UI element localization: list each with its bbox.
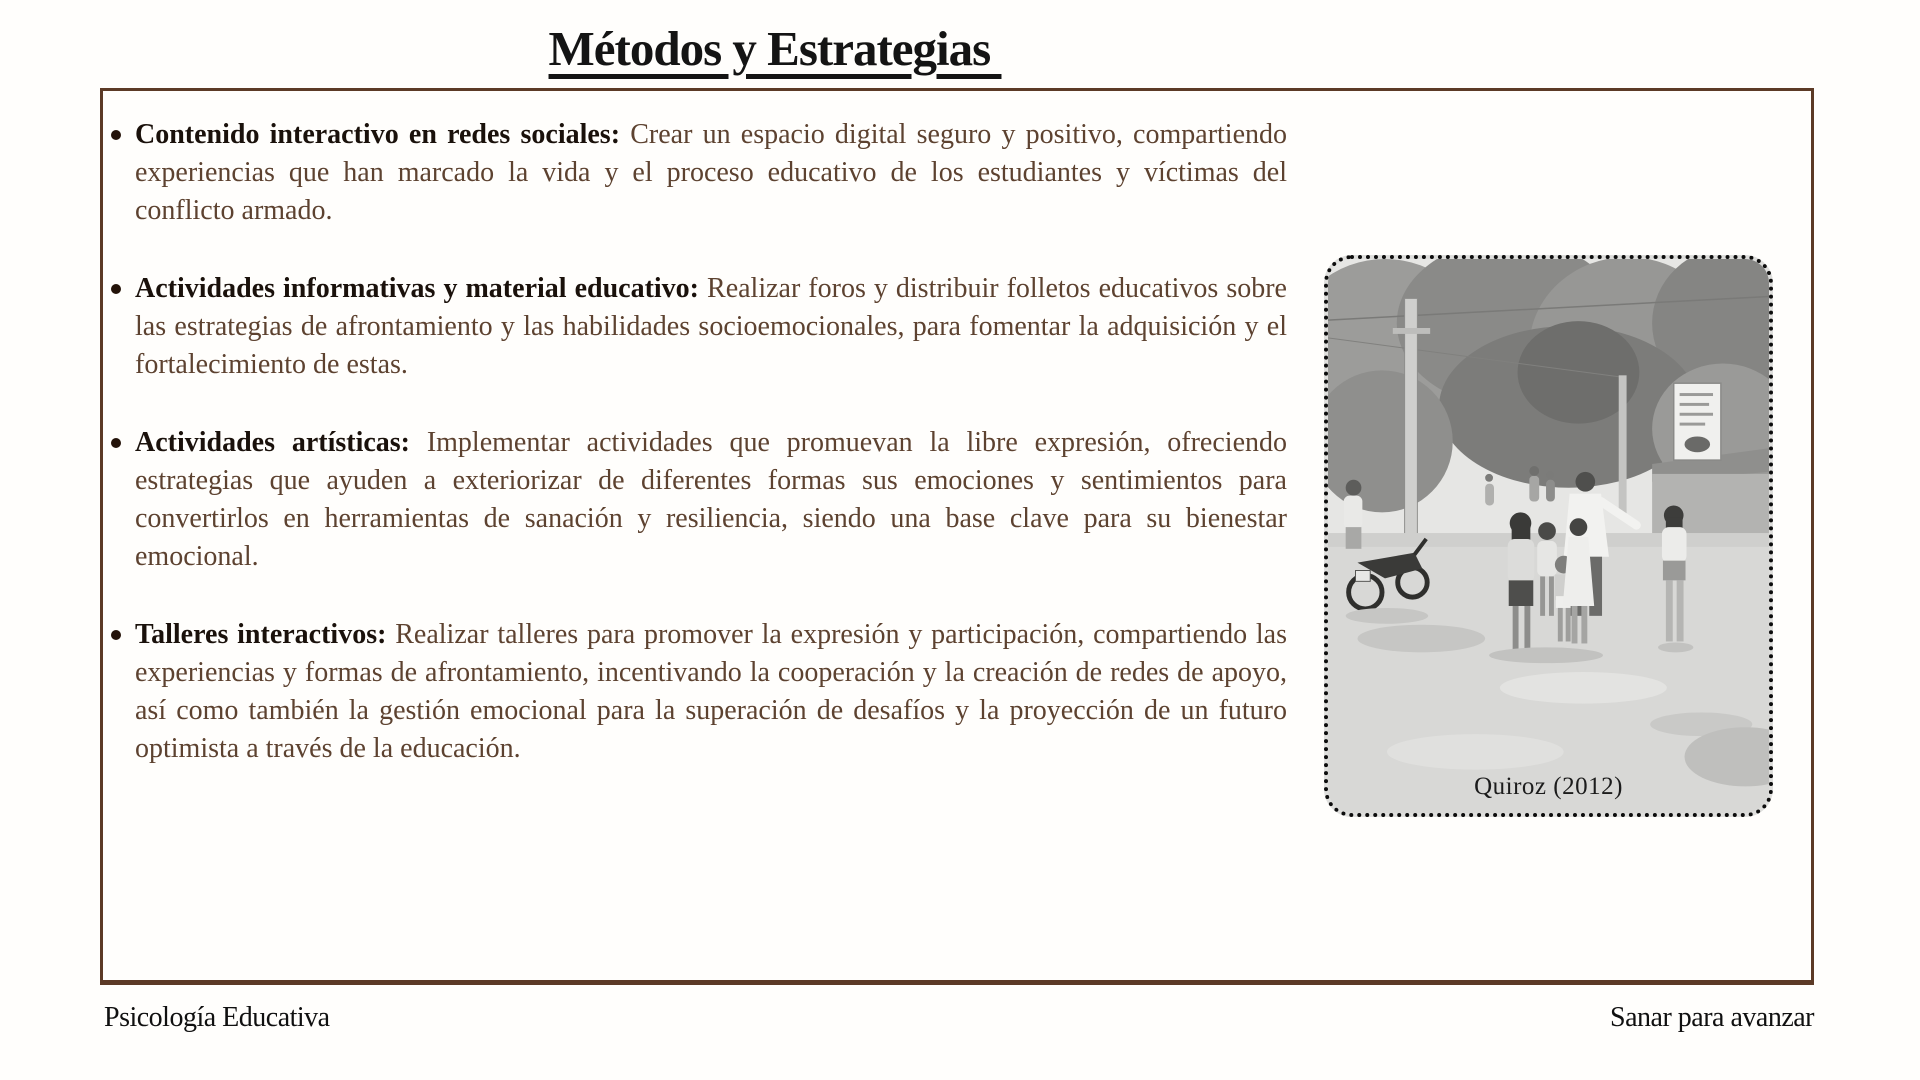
bullet-dot-icon — [111, 438, 121, 448]
photo-frame — [1324, 255, 1773, 817]
bullet-dot-icon — [111, 284, 121, 294]
bullet-lead: Actividades artísticas: — [135, 427, 410, 458]
bullet-lead: Actividades informativas y material educativo: — [135, 273, 699, 304]
bullet-body: Realizar foros y distribuir folletos educativos sobre las estrategias de afrontamiento y las habilidades socioemocionales, para fomentar la adquisición y el fortalecimiento de estas. — [135, 273, 1287, 380]
footer-course-label: Psicología Educativa — [104, 1002, 330, 1033]
bullet-item — [135, 270, 1287, 384]
bullet-lead: Talleres interactivos: — [135, 619, 387, 650]
footer-slogan-label: Sanar para avanzar — [1610, 1002, 1814, 1033]
bullet-dot-icon — [111, 630, 121, 640]
bullet-item — [135, 424, 1287, 576]
bullet-item — [135, 616, 1287, 768]
page-title: Métodos y Estrategias — [548, 21, 1002, 76]
bullet-list — [135, 116, 1287, 768]
bullet-body: Crear un espacio digital seguro y positivo, compartiendo experiencias que han marcado la vida y el proceso educativo de los estudiantes y víctimas del conflicto armado. — [135, 119, 1288, 226]
street-photo-illustration — [1328, 259, 1769, 813]
bullet-item — [135, 116, 1287, 230]
bullet-dot-icon — [111, 130, 121, 140]
photo-caption: Quiroz (2012) — [1474, 773, 1623, 800]
bullet-lead: Contenido interactivo en redes sociales: — [135, 119, 621, 150]
bullet-body: Realizar talleres para promover la expresión y participación, compartiendo las experiencias y formas de afrontamiento, incentivando la cooperación y la creación de redes de apoyo, así como también la gestión emocional para la superación de desafíos y la proyección de un futuro optimista a través de la educación. — [135, 619, 1287, 764]
bullet-body: Implementar actividades que promuevan la libre expresión, ofreciendo estrategias que ayuden a exteriorizar de diferentes formas sus emociones y sentimientos para convertirlos en herramientas de sanación y resiliencia, siendo una base clave para su bienestar emocional. — [135, 427, 1287, 572]
